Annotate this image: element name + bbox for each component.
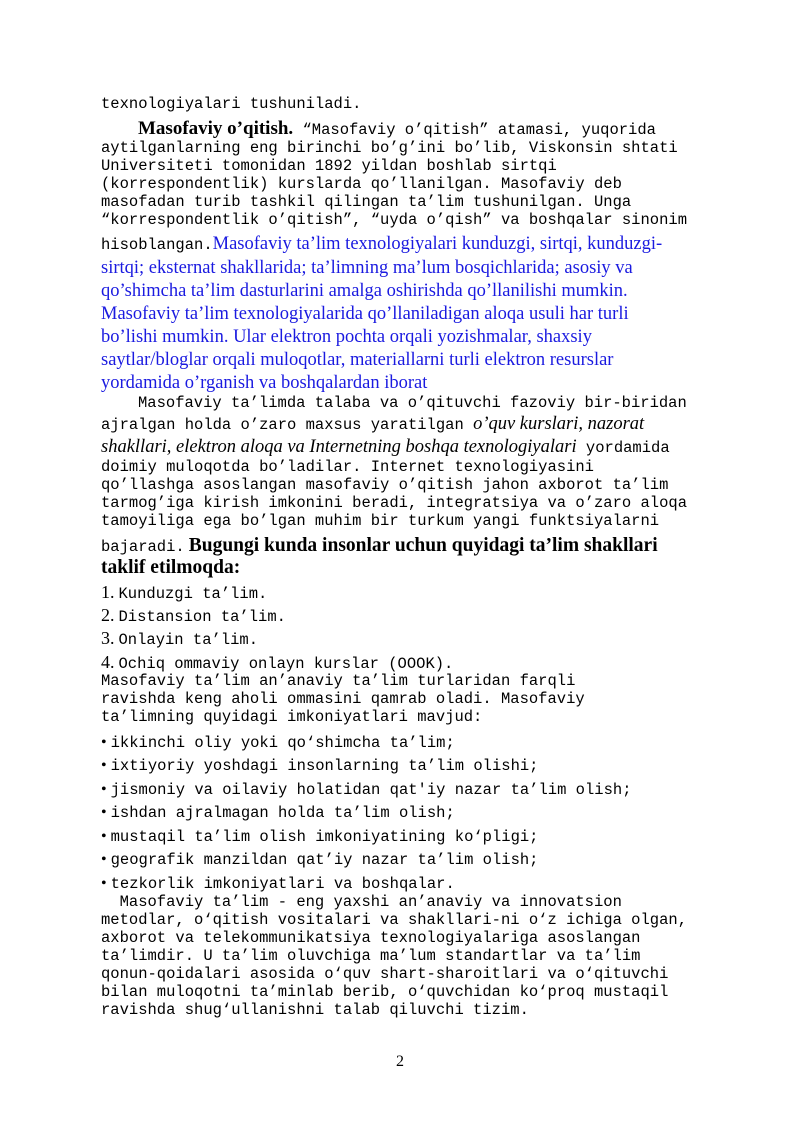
paragraph-2-mixed-line	[101, 437, 670, 458]
paragraph-2-text: bajaradi.	[101, 538, 185, 556]
bullet-icon: •	[101, 828, 107, 845]
bullet-icon: •	[101, 757, 107, 774]
bullet-item	[101, 851, 538, 869]
paragraph-3-line: Masofaviy ta’lim an’anaviy ta’lim turlaridan farqli	[101, 672, 576, 690]
item-number: 1.	[101, 582, 115, 602]
italic-text: o’quv kurslari, nazorat	[473, 414, 645, 434]
blue-text-line: saytlar/bloglar orqali muloqotlar, materiallarni turli elektron resurslar	[101, 350, 614, 370]
paragraph-2-text: ajralgan holda o’zaro maxsus yaratilgan	[101, 416, 474, 434]
paragraph-4-line: qonun-qoidalari asosida o‘quv shart-sharoitlari va o‘qituvchi	[101, 965, 669, 983]
item-number: 4.	[101, 652, 115, 672]
item-text: Kunduzgi ta’lim.	[118, 585, 268, 603]
paragraph-3-line: ta’limning quyidagi imkoniyatlari mavjud:	[101, 708, 483, 726]
item-text: Distansion ta’lim.	[118, 608, 286, 626]
numbered-item	[101, 582, 267, 603]
paragraph-1-line: “korrespondentlik o’qitish”, “uyda o’qish” va boshqalar sinonim	[101, 211, 687, 229]
bullet-item	[101, 875, 455, 893]
paragraph-1-mixed-line	[101, 233, 662, 256]
numbered-item	[101, 628, 258, 649]
paragraph-2-line: qo’llashga asoslangan masofaviy o’qitish jahon axborot ta’lim	[101, 476, 669, 494]
bullet-icon: •	[101, 851, 107, 868]
section-heading: Masofaviy o’qitish.	[138, 118, 294, 139]
bullet-icon: •	[101, 804, 107, 821]
blue-text-line: yordamida o’rganish va boshqalardan iborat	[101, 373, 428, 393]
bullet-text: ikkinchi oliy yoki qo‘shimcha ta’lim;	[110, 734, 455, 752]
bullet-item	[101, 828, 538, 846]
page-number: 2	[396, 1053, 404, 1070]
paragraph-1-text: hisoblangan.	[101, 236, 213, 254]
paragraph-4-line: ta’limdir. U ta’lim oluvchiga ma’lum standartlar va ta’lim	[101, 947, 641, 965]
item-number: 2.	[101, 605, 115, 625]
blue-text: Masofaviy ta’lim texnologiyalari kunduzgi, sirtqi, kunduzgi-	[212, 234, 663, 254]
bullet-text: ishdan ajralmagan holda ta’lim olish;	[110, 804, 455, 822]
bold-heading: Bugungi kunda insonlar uchun quyidagi ta’lim shakllari	[188, 535, 658, 556]
bullet-icon: •	[101, 875, 107, 892]
paragraph-1-line: Universiteti tomonidan 1892 yildan boshlab sirtqi	[101, 157, 557, 175]
top-line: texnologiyalari tushuniladi.	[101, 95, 362, 113]
bullet-icon: •	[101, 734, 107, 751]
bullet-text: jismoniy va oilaviy holatidan qat'iy nazar ta’lim olish;	[110, 781, 632, 799]
bullet-text: mustaqil ta’lim olish imkoniyatining ko‘pligi;	[110, 828, 539, 846]
bold-heading: taklif etilmoqda:	[101, 557, 241, 578]
numbered-item	[101, 605, 286, 626]
paragraph-1-text: “Masofaviy o’qitish” atamasi, yuqorida	[293, 121, 656, 139]
paragraph-2-mixed-line	[101, 535, 658, 557]
bullet-item	[101, 804, 455, 822]
paragraph-1-line: (korrespondentlik) kurslarda qo’llanilgan. Masofaviy deb	[101, 175, 622, 193]
italic-text: shakllari, elektron aloqa va Internetning boshqa texnologiyalari	[101, 437, 577, 457]
paragraph-3-line: ravishda keng aholi ommasini qamrab oladi. Masofaviy	[101, 690, 585, 708]
item-number: 3.	[101, 628, 115, 648]
item-text: Onlayin ta’lim.	[118, 631, 259, 649]
blue-text-line: Masofaviy ta’lim texnologiyalarida qo’llaniladigan aloqa usuli har turli	[101, 304, 629, 324]
paragraph-2-text: yordamida	[576, 439, 670, 457]
paragraph-2-line: doimiy muloqotda bo’ladilar. Internet texnologiyasini	[101, 458, 594, 476]
paragraph-4-line: metodlar, o‘qitish vositalari va shakllari-ni o‘z ichiga olgan,	[101, 911, 687, 929]
bullet-text: tezkorlik imkoniyatlari va boshqalar.	[110, 875, 455, 893]
paragraph-2-mixed-line	[101, 414, 644, 435]
blue-text-line: sirtqi; eksternat shakllarida; ta’limning ma’lum bosqichlarida; asosiy va	[101, 258, 633, 278]
numbered-item	[101, 652, 453, 673]
blue-text-line: qo’shimcha ta’lim dasturlarini amalga oshirishda qo’llanilishi mumkin.	[101, 281, 628, 301]
paragraph-2-line: Masofaviy ta’limda talaba va o’qituvchi fazoviy bir-biridan	[138, 394, 687, 412]
paragraph-1-line: aytilganlarning eng birinchi bo’g’ini bo’lib, Viskonsin shtati	[101, 139, 678, 157]
paragraph-1-line: masofadan turib tashkil qilingan ta’lim tushunilgan. Unga	[101, 193, 632, 211]
blue-text-line: bo’lishi mumkin. Ular elektron pochta orqali yozishmalar, shaxsiy	[101, 327, 592, 347]
paragraph-4-line: bilan muloqotni ta’minlab berib, o‘quvchidan ko‘proq mustaqil	[101, 983, 669, 1001]
item-text: Ochiq ommaviy onlayn kurslar (OOOK).	[118, 655, 454, 673]
paragraph-4-line: ravishda shug‘ullanishni talab qiluvchi tizim.	[101, 1001, 529, 1019]
paragraph-2-line: tamoyiliga ega bo’lgan muhim bir turkum yangi funktsiyalarni	[101, 512, 660, 530]
paragraph-2-line: tarmog’iga kirish imkonini beradi, integratsiya va o’zaro aloqa	[101, 494, 687, 512]
bullet-text: ixtiyoriy yoshdagi insonlarning ta’lim olishi;	[110, 757, 539, 775]
bullet-icon: •	[101, 781, 107, 798]
bullet-item	[101, 781, 632, 799]
paragraph-4-line: Masofaviy ta’lim - eng yaxshi an’anaviy va innovatsion	[101, 893, 622, 911]
bullet-item	[101, 757, 538, 775]
bullet-item	[101, 734, 455, 752]
paragraph-4-line: axborot va telekommunikatsiya texnologiyalariga asoslangan	[101, 929, 641, 947]
bullet-text: geografik manzildan qat’iy nazar ta’lim olish;	[110, 851, 539, 869]
paragraph-1-first-line	[138, 118, 656, 140]
